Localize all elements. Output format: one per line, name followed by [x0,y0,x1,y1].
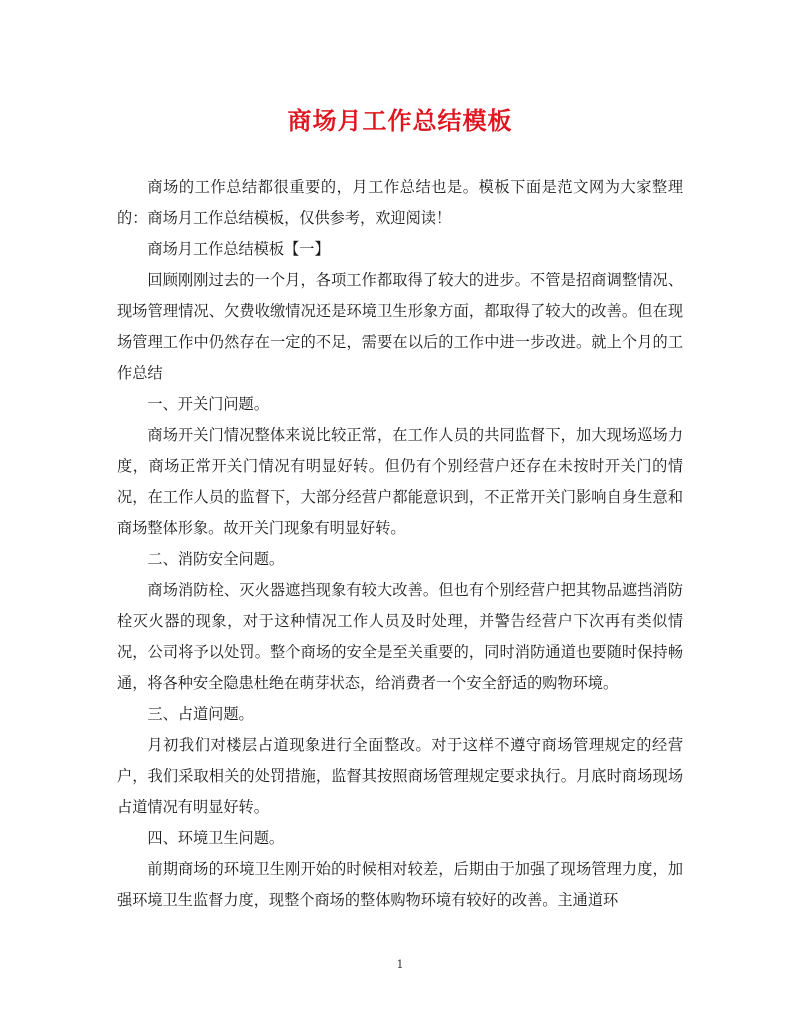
section-heading: 三、占道问题。 [147,705,254,723]
paragraph: 商场开关门情况整体来说比较正常，在工作人员的共同监督下，加大现场巡场力度，商场正常开关门情况有明显好转。但仍有个别经营户还存在未按时开关门的情况，在工作人员的监督下，大部分经营户都能意识到，不正常开关门影响自身生意和商场整体形象。故开关门现象有明显好转。 [117,426,683,537]
page-number: 1 [396,958,404,971]
paragraph: 回顾刚刚过去的一个月，各项工作都取得了较大的进步。不管是招商调整情况、现场管理情况、欠费收缴情况还是环境卫生形象方面，都取得了较大的改善。但在现场管理工作中仍然存在一定的不足，需要在以后的工作中进一步改进。就上个月的工作总结 [117,271,683,382]
section-heading: 商场月工作总结模板【一】 [147,240,330,258]
section-heading: 二、消防安全问题。 [147,550,285,568]
paragraph: 前期商场的环境卫生刚开始的时候相对较差，后期由于加强了现场管理力度，加强环境卫生监督力度，现整个商场的整体购物环境有较好的改善。主通道环 [117,860,683,909]
document-title: 商场月工作总结模板 [287,106,513,135]
paragraph: 商场消防栓、灭火器遮挡现象有较大改善。但也有个别经营户把其物品遮挡消防栓灭火器的现象，对于这种情况工作人员及时处理，并警告经营户下次再有类似情况，公司将予以处罚。整个商场的安全是至关重要的，同时消防通道也要随时保持畅通，将各种安全隐患杜绝在萌芽状态，给消费者一个安全舒适的购物环境。 [117,581,683,692]
section-heading: 四、环境卫生问题。 [147,829,285,847]
paragraph: 月初我们对楼层占道现象进行全面整改。对于这样不遵守商场管理规定的经营户，我们采取相关的处罚措施，监督其按照商场管理规定要求执行。月底时商场现场占道情况有明显好转。 [117,736,683,816]
paragraph: 商场的工作总结都很重要的，月工作总结也是。模板下面是范文网为大家整理的：商场月工作总结模板，仅供参考，欢迎阅读！ [117,178,683,227]
document-body [117,172,683,916]
section-heading: 一、开关门问题。 [147,395,269,413]
